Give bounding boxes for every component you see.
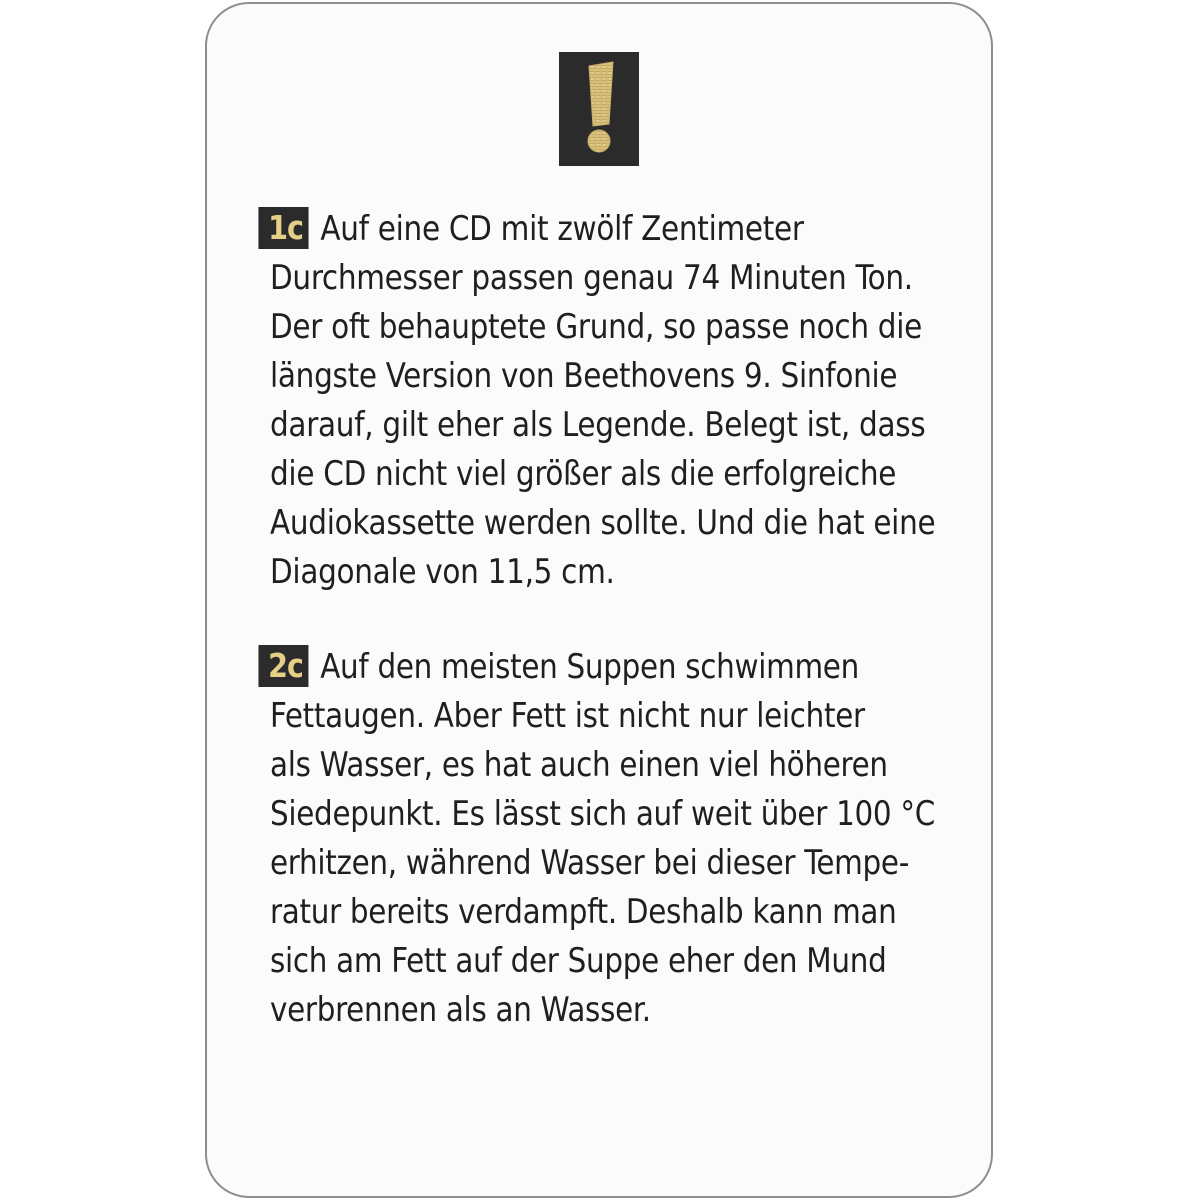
answer-line: verbrennen als an Wasser. — [270, 990, 651, 1030]
answer-badge: 2c — [258, 645, 308, 687]
answer-line: darauf, gilt eher als Legende. Belegt ist, dass — [270, 405, 926, 445]
answer-line: ratur bereits verdampft. Deshalb kann man — [270, 892, 897, 932]
answer-2c — [268, 643, 935, 1035]
answer-line: sich am Fett auf der Suppe eher den Mund — [270, 941, 887, 981]
answer-line: Siedepunkt. Es lässt sich auf weit über 100 °C — [270, 794, 935, 834]
answer-line: als Wasser, es hat auch einen viel höheren — [270, 745, 888, 785]
exclamation-mark-icon — [559, 52, 639, 166]
answer-line: erhitzen, während Wasser bei dieser Tempe- — [270, 843, 910, 883]
answer-line: 1c Auf eine CD mit zwölf Zentimeter — [270, 205, 925, 254]
answer-line: Durchmesser passen genau 74 Minuten Ton. — [270, 258, 913, 298]
answer-line: Diagonale von 11,5 cm. — [270, 552, 615, 592]
answer-line: 2c Auf den meisten Suppen schwimmen — [270, 643, 923, 692]
answer-line: Fettaugen. Aber Fett ist nicht nur leichter — [270, 696, 865, 736]
answer-line: die CD nicht viel größer als die erfolgreiche — [270, 454, 897, 494]
answer-line: Audiokassette werden sollte. Und die hat eine — [270, 503, 936, 543]
answer-badge: 1c — [258, 207, 308, 249]
answer-1c — [268, 205, 936, 597]
answer-line: Der oft behauptete Grund, so passe noch die — [270, 307, 922, 347]
answer-line: längste Version von Beethovens 9. Sinfonie — [270, 356, 898, 396]
